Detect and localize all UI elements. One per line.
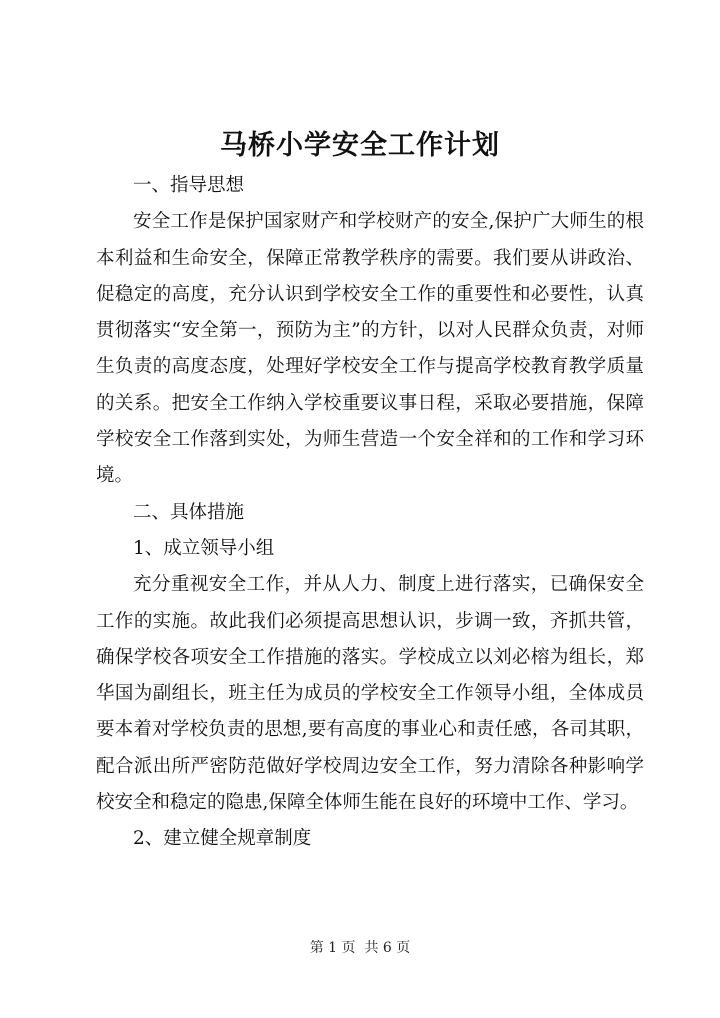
document-title: 马桥小学安全工作计划 bbox=[220, 130, 500, 161]
page-number-label: 第 1 页 共 6 页 bbox=[309, 940, 411, 956]
paragraph-leadership-group: 充分重视安全工作，并从人力、制度上进行落实，已确保安全工作的实施。故此我们必须提高思想认识，步调一致，齐抓共管，确保学校各项安全工作措施的落实。学校成立以刘必榕为组长，郑华国为副组长，班主任为成员的学校安全工作领导小组，全体成员要本着对学校负责的思想,要有高度的事业心和责任感，各司其职，配合派出所严密防范做好学校周边安全工作，努力清除各种影响学校安全和稳定的隐患,保障全体师生能在良好的环境中工作、学习。 bbox=[96, 574, 644, 814]
document-body bbox=[96, 168, 644, 858]
section-heading-guiding-ideology: 一、指导思想 bbox=[133, 175, 245, 196]
paragraph-guiding-ideology: 安全工作是保护国家财产和学校财产的安全,保护广大师生的根本利益和生命安全，保障正常教学秩序的需要。我们要从讲政治、促稳定的高度，充分认识到学校安全工作的重要性和必要性，认真贯彻落实“安全第一，预防为主”的方针，以对人民群众负责，对师生负责的高度态度，处理好学校安全工作与提高学校教育教学质量的关系。把安全工作纳入学校重要议事日程，采取必要措施，保障学校安全工作落到实处，为师生营造一个安全祥和的工作和学习环境。 bbox=[96, 211, 644, 487]
subheading-leadership-group: 1、成立领导小组 bbox=[133, 537, 275, 559]
page-footer bbox=[0, 938, 720, 958]
subheading-rules-system: 2、建立健全规章制度 bbox=[133, 828, 312, 850]
section-heading-specific-measures: 二、具体措施 bbox=[133, 501, 245, 523]
